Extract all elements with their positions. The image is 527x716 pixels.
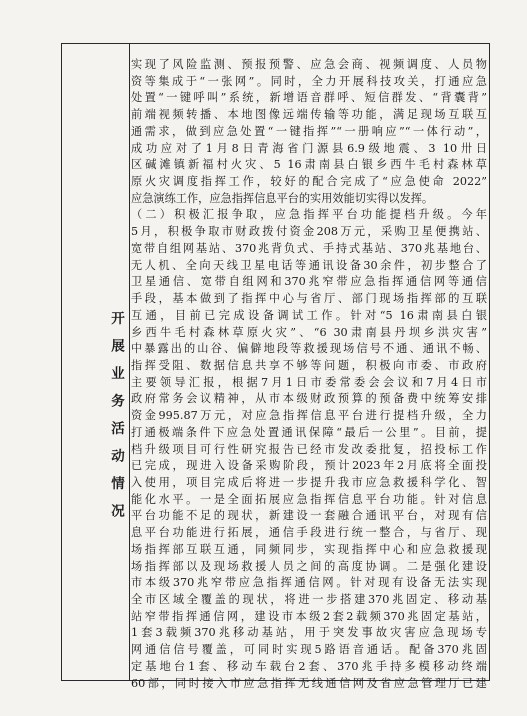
text-line: 主要领导汇报，根据7月1日市委常委会会议和7月4日市 <box>131 375 487 389</box>
text-line: 实现了风险监测、预报预警、应急会商、视频调度、人员物 <box>131 58 487 71</box>
text-line: 应急演练工作，应急指挥信息平台的实用效能切实得以发挥。 <box>131 191 434 205</box>
text-line: 网通信信号覆盖，可同时实现5路语音通话。配备370兆固 <box>131 643 487 657</box>
text-line: 已完成，现进入设备采购阶段，预计2023年2月底将全面投 <box>131 459 487 473</box>
text-line: 手段，基本做到了指挥中心与省厅、部门现场指挥部的互联 <box>131 292 487 306</box>
text-line: 场指挥部以及现场救援人员之间的高度协调。二是强化建设 <box>131 559 487 573</box>
section-label: 开展业务活动情况 <box>108 311 124 531</box>
label-column <box>62 44 130 680</box>
text-line: 前端视频转播、本地图像远端传输等功能，满足现场互联互 <box>131 108 487 122</box>
text-line: 打通极端条件下应急处置通讯保障“最后一公里”。目前，提 <box>131 425 487 439</box>
text-line: 乡西牛毛村森林草原火灾”、“6 30肃南县丹坝乡洪灾害” <box>131 325 487 339</box>
text-line: 1套3载频370兆移动基站，用于突发事故灾害应急现场专 <box>131 626 487 640</box>
form-table <box>61 43 490 690</box>
text-line: 处置“一键呼叫”系统，新增语音群呼、短信群发、“背囊背” <box>131 91 487 105</box>
text-line: 站窄带指挥通信网，建设市本级2套2载频370兆固定基站， <box>131 609 487 623</box>
text-line: 卫星通信、宽带自组网和370兆窄带应急指挥通信网等通信 <box>131 275 487 289</box>
text-line: 5月，积极争取市财政拨付资金208万元，采购卫星便携站、 <box>131 225 487 239</box>
text-line: 无人机、全向天线卫星电话等通讯设备30余件，初步整合了 <box>131 258 487 272</box>
text-line: 档升级项目可行性研究报告已经市发改委批复，招投标工作 <box>131 442 487 456</box>
text-line: 区碱滩镇新福村火灾、5 16肃南县白银乡西牛毛村森林草 <box>131 158 487 172</box>
text-line: 原火灾调度指挥工作，较好的配合完成了“应急使命 2022” <box>131 175 487 189</box>
text-line: 互通，目前已完成设备调试工作。针对“5 16肃南县白银 <box>131 308 487 322</box>
text-line: 场指挥部互联互通，同频同步，实现指挥中心和应急救援现 <box>131 542 487 556</box>
content-body <box>131 57 487 692</box>
text-line: 60部，同时接入市应急指挥无线通信网及省应急管理厅已建 <box>131 676 487 690</box>
text-line: 成功应对了1月8日青海省门源县6.9级地震、3 10卅日 <box>131 141 487 155</box>
text-line: 入使用，项目完成后将进一步提升我市应急救援科学化、智 <box>131 475 487 489</box>
text-line: 平台功能不足的现状，新建设一套融合通讯平台，对现有信 <box>131 509 487 523</box>
text-line: 市本级370兆窄带应急指挥通信网。针对现有设备无法实现 <box>131 576 487 590</box>
text-line: 政府常务会议精神，从市本级财政预算的预备费中统筹安排 <box>131 392 487 406</box>
text-line: 指挥受阻、数据信息共享不够等问题，积极向市委、市政府 <box>131 358 487 372</box>
text-line: 定基地台1套、移动车载台2套、370兆手持多模移动终端 <box>131 659 487 673</box>
text-line: 通需求，做到应急处置“一键指挥”“一册响应”“一体行动”， <box>131 124 487 138</box>
text-line: 中暴露出的山谷、偏僻地段等救援现场信号不通、通讯不畅、 <box>131 342 487 356</box>
text-line: 资等集成于“一张网”。同时，全力开展科技攻关，打通应急 <box>131 74 487 88</box>
text-line: 资金995.87万元，对应急指挥信息平台进行提档升级，全力 <box>131 409 487 423</box>
text-line: 息平台功能进行拓展，通信手段进行统一整合，与省厅、现 <box>131 526 487 540</box>
text-line: 能化水平。一是全面拓展应急指挥信息平台功能。针对信息 <box>131 492 487 506</box>
text-line: （二）积极汇报争取，应急指挥平台功能提档升级。今年 <box>131 208 487 222</box>
text-line: 宽带自组网基站、370兆背负式、手持式基站、370兆基地台、 <box>131 241 487 255</box>
text-line: 全市区域全覆盖的现状，将进一步搭建370兆固定、移动基 <box>131 593 487 606</box>
